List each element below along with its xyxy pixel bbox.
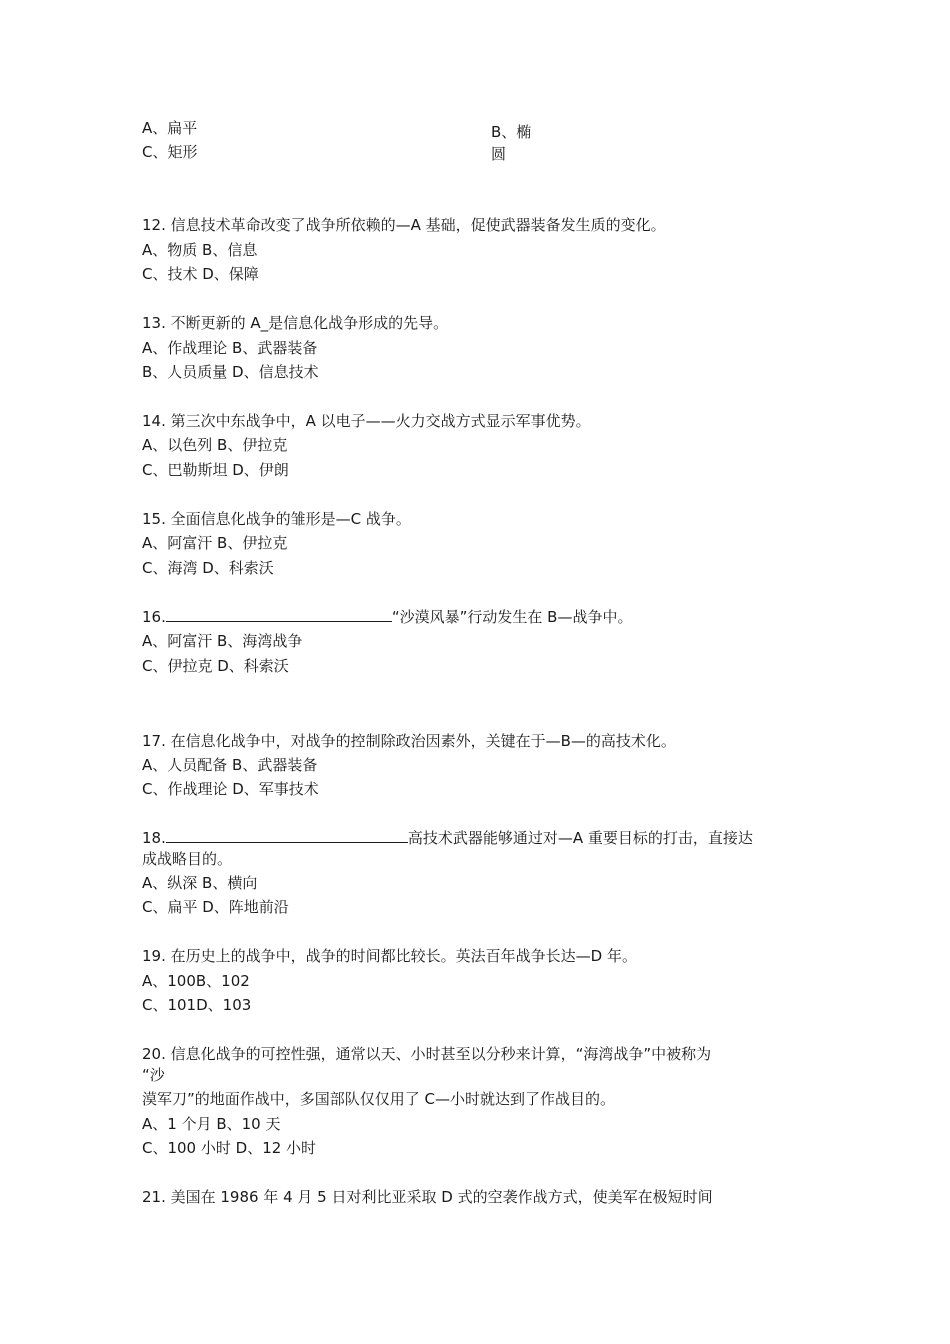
question-15-options-2: C、海湾 D、科索沃: [142, 559, 274, 577]
question-14-options-2: C、巴勒斯坦 D、伊朗: [142, 461, 289, 479]
question-12-options-1: A、物质 B、信息: [142, 241, 258, 259]
question-20: 20. 信息化战争的可控性强，通常以天、小时甚至以分秒来计算，“海湾战争”中被称为: [142, 1045, 712, 1063]
option-a: A、扁平: [142, 119, 198, 137]
question-18-blank: [166, 826, 408, 843]
question-20-options-1: A、1 个月 B、10 天: [142, 1115, 281, 1133]
question-20-continued: 漠军刀”的地面作战中，多国部队仅仅用了 C—小时就达到了作战目的。: [142, 1090, 616, 1108]
question-18-number: 18.: [142, 829, 166, 847]
question-16: [142, 605, 632, 629]
question-16-text: “沙漠风暴”行动发生在 B—战争中。: [391, 608, 633, 626]
question-19-options-1: A、100B、102: [142, 972, 250, 990]
option-b-wrap: 圆: [491, 145, 507, 163]
option-b: B、椭: [491, 123, 532, 141]
question-16-blank: [166, 605, 392, 622]
question-15: 15. 全面信息化战争的雏形是—C 战争。: [142, 510, 411, 528]
question-18-continued: 成战略目的。: [142, 850, 233, 868]
question-14: 14. 第三次中东战争中，A 以电子——火力交战方式显示军事优势。: [142, 412, 591, 430]
question-18: [142, 826, 753, 850]
question-13-options-1: A、作战理论 B、武器装备: [142, 339, 318, 357]
question-19: 19. 在历史上的战争中，战争的时间都比较长。英法百年战争长达—D 年。: [142, 947, 637, 965]
question-17-options-2: C、作战理论 D、军事技术: [142, 780, 319, 798]
question-15-options-1: A、阿富汗 B、伊拉克: [142, 534, 288, 552]
question-18-options-2: C、扁平 D、阵地前沿: [142, 898, 289, 916]
question-20-options-2: C、100 小时 D、12 小时: [142, 1139, 317, 1157]
question-12-options-2: C、技术 D、保障: [142, 265, 259, 283]
question-16-number: 16.: [142, 608, 166, 626]
question-17-options-1: A、人员配备 B、武器装备: [142, 756, 318, 774]
question-14-options-1: A、以色列 B、伊拉克: [142, 436, 288, 454]
question-16-options-1: A、阿富汗 B、海湾战争: [142, 632, 303, 650]
option-c: C、矩形: [142, 143, 198, 161]
question-17: 17. 在信息化战争中，对战争的控制除政治因素外，关键在于—B—的高技术化。: [142, 732, 676, 750]
question-13: 13. 不断更新的 A_是信息化战争形成的先导。: [142, 314, 449, 332]
question-21: 21. 美国在 1986 年 4 月 5 日对利比亚采取 D 式的空袭作战方式，使美军在极短时间: [142, 1188, 713, 1206]
question-16-options-2: C、伊拉克 D、科索沃: [142, 657, 289, 675]
question-18-text: 高技术武器能够通过对—A 重要目标的打击，直接达: [407, 829, 753, 847]
question-13-options-2: B、人员质量 D、信息技术: [142, 363, 319, 381]
question-12: 12. 信息技术革命改变了战争所依赖的—A 基础，促使武器装备发生质的变化。: [142, 216, 666, 234]
question-20-wrap: “沙: [142, 1066, 165, 1084]
question-19-options-2: C、101D、103: [142, 996, 252, 1014]
question-18-options-1: A、纵深 B、横向: [142, 874, 258, 892]
